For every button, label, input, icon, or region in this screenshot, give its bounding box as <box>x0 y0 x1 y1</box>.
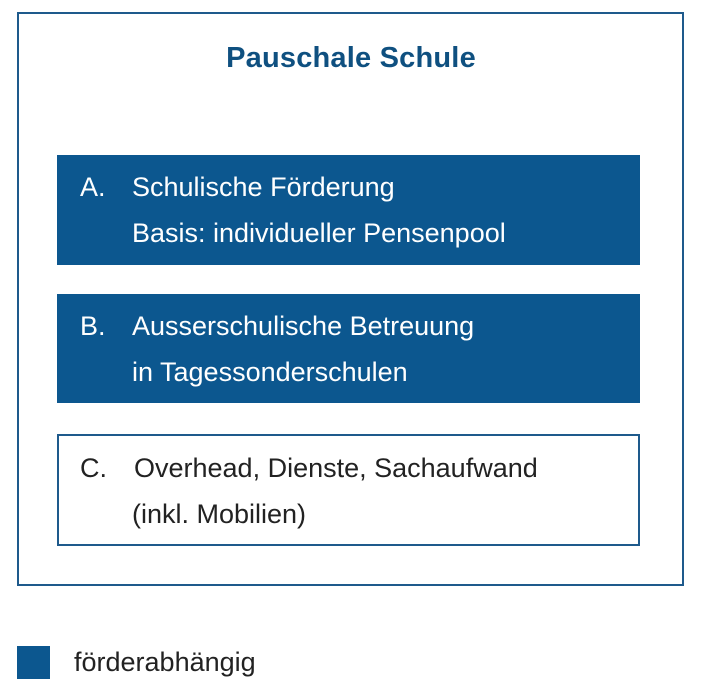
item-b-line2: in Tagessonderschulen <box>132 357 408 387</box>
item-c-line2: (inkl. Mobilien) <box>132 499 307 529</box>
item-b-letter: B. <box>80 311 106 341</box>
item-a-box <box>57 155 640 265</box>
legend <box>17 646 256 679</box>
legend-swatch <box>17 646 50 679</box>
legend-label: förderabhängig <box>74 647 256 677</box>
diagram-title: Pauschale Schule <box>226 42 476 74</box>
item-c-box <box>57 434 640 546</box>
item-a-letter: A. <box>80 172 106 202</box>
item-c-letter: C. <box>80 453 107 483</box>
item-b-box <box>57 294 640 403</box>
item-a-line2: Basis: individueller Pensenpool <box>132 218 506 248</box>
item-c-line1: Overhead, Dienste, Sachaufwand <box>134 453 538 483</box>
item-b-line1: Ausserschulische Betreuung <box>132 311 475 341</box>
item-a-line1: Schulische Förderung <box>132 172 395 202</box>
